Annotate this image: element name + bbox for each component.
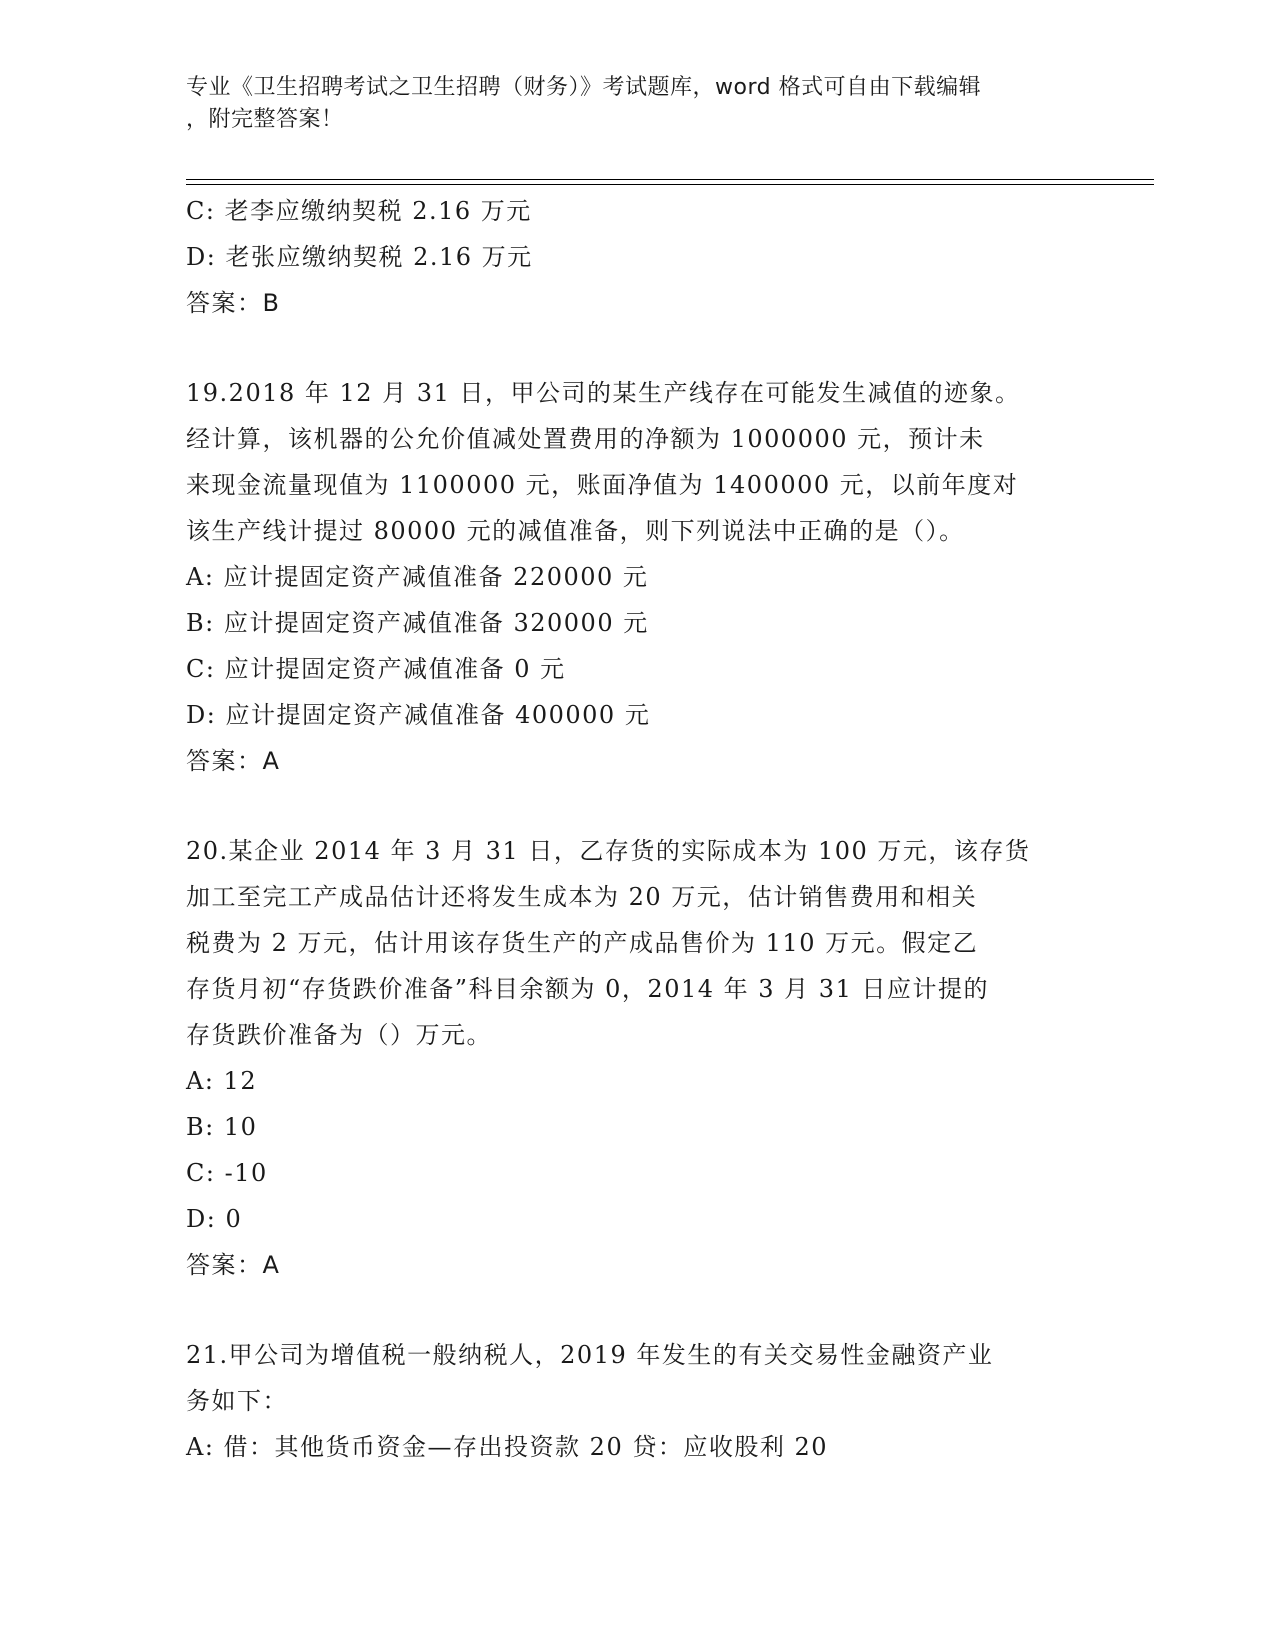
option-a: A: 应计提固定资产减值准备 220000 元: [186, 563, 649, 591]
option-d: D: 老张应缴纳契税 2.16 万元: [186, 243, 533, 271]
question-19: [186, 370, 1086, 784]
answer: 答案：A: [186, 747, 281, 775]
question-stem-line: 税费为 2 万元，估计用该存货生产的产成品售价为 110 万元。假定乙: [186, 929, 979, 957]
document-header: [186, 72, 1066, 136]
option-d: D: 应计提固定资产减值准备 400000 元: [186, 701, 651, 729]
document-body: [186, 188, 1086, 1470]
header-divider-bottom: [186, 184, 1154, 185]
option-a: A: 12: [186, 1067, 258, 1095]
question-stem-line: 存货跌价准备为（）万元。: [186, 1021, 492, 1049]
option-b: B: 10: [186, 1113, 258, 1141]
question-stem-line: 20.某企业 2014 年 3 月 31 日，乙存货的实际成本为 100 万元，该存货: [186, 837, 1031, 865]
question-21: [186, 1332, 1086, 1470]
previous-question-tail: [186, 188, 1086, 326]
question-stem-line: 加工至完工产成品估计还将发生成本为 20 万元，估计销售费用和相关: [186, 883, 978, 911]
option-d: D: 0: [186, 1205, 243, 1233]
header-line-2: ，附完整答案！: [186, 107, 344, 132]
question-stem-line: 该生产线计提过 80000 元的减值准备，则下列说法中正确的是（）。: [186, 517, 965, 545]
answer: 答案：B: [186, 289, 281, 317]
header-line-1: 专业《卫生招聘考试之卫生招聘（财务）》考试题库，word 格式可自由下载编辑: [186, 75, 982, 100]
question-stem-line: 务如下：: [186, 1387, 288, 1415]
option-c: C: -10: [186, 1159, 268, 1187]
question-stem-line: 经计算，该机器的公允价值减处置费用的净额为 1000000 元，预计未: [186, 425, 985, 453]
option-c: C: 老李应缴纳契税 2.16 万元: [186, 197, 532, 225]
question-stem-line: 19.2018 年 12 月 31 日，甲公司的某生产线存在可能发生减值的迹象。: [186, 379, 1021, 407]
question-20: [186, 828, 1086, 1288]
question-stem-line: 存货月初“存货跌价准备”科目余额为 0，2014 年 3 月 31 日应计提的: [186, 975, 989, 1003]
option-c: C: 应计提固定资产减值准备 0 元: [186, 655, 566, 683]
answer: 答案：A: [186, 1251, 281, 1279]
question-stem-line: 21.甲公司为增值税一般纳税人，2019 年发生的有关交易性金融资产业: [186, 1341, 994, 1369]
header-divider-top: [186, 179, 1154, 180]
option-a: A: 借：其他货币资金—存出投资款 20 贷：应收股利 20: [186, 1433, 829, 1461]
question-stem-line: 来现金流量现值为 1100000 元，账面净值为 1400000 元，以前年度对: [186, 471, 1019, 499]
option-b: B: 应计提固定资产减值准备 320000 元: [186, 609, 649, 637]
